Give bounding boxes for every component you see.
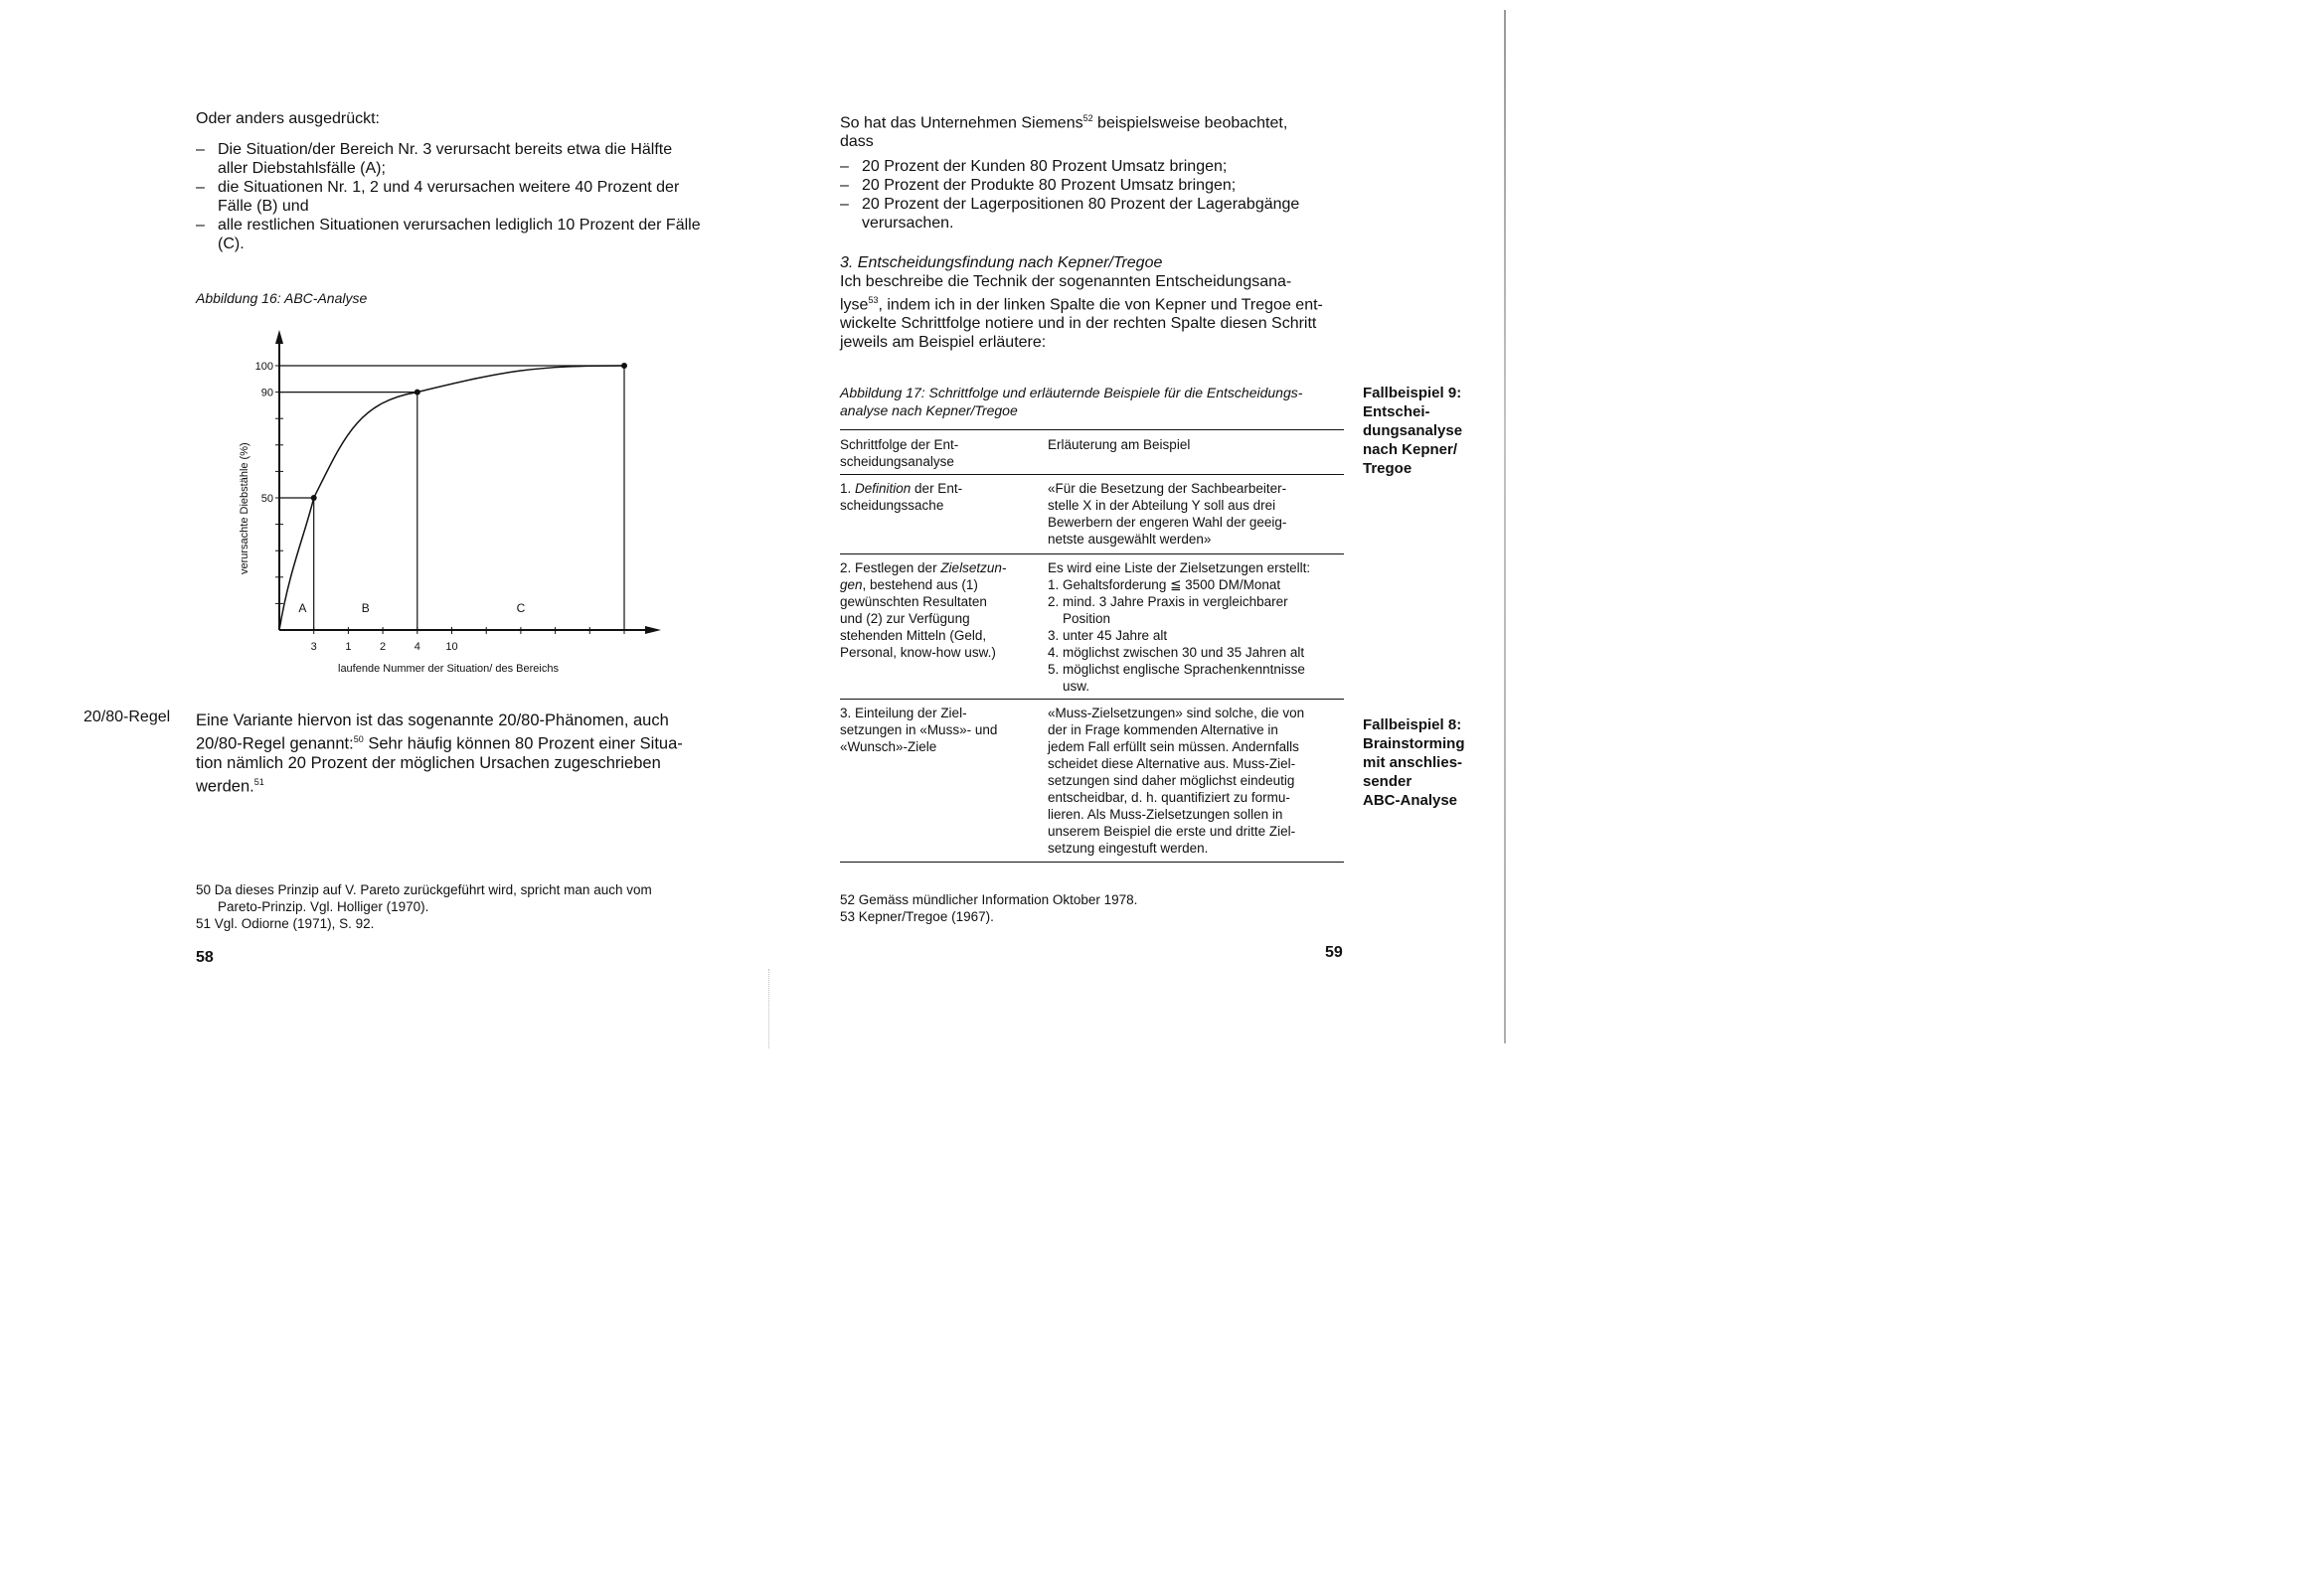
list-item: 2. mind. 3 Jahre Praxis in vergleichbarer Position xyxy=(1048,594,1288,626)
table-cell: «Muss-Zielsetzungen» sind solche, die von der in Frage kommenden Alternative in jedem Fall erfüllt sein müssen. Andernfalls scheidet diese Alternative aus. Muss-Ziel- setzungen sind daher möglichst eindeutig entscheidbar, d. h. quantifiziert zu formu- lieren. Als Muss-Zielsetzungen sollen in unserem Beispiel die erste und dritte Ziel- setzung eingestuft werden. xyxy=(1048,706,1305,856)
footnote: 50 Da dieses Prinzip auf V. Pareto zurückgeführt wird, spricht man auch vom xyxy=(196,882,652,897)
left-footnotes xyxy=(196,881,713,932)
table-cell: 2. Festlegen der Zielsetzun- gen, bestehend aus (1) gewünschten Resultaten und (2) zur Verfügung stehenden Mitteln (Geld, Personal, know-how usw.) xyxy=(840,560,1007,660)
table-row xyxy=(840,475,1344,553)
zone-label: C xyxy=(516,601,526,615)
y-axis-arrow xyxy=(275,330,283,344)
list-item: 5. möglichst englische Sprachenkenntnisse usw. xyxy=(1048,662,1305,694)
y-axis-label: verursachte Diebstähle (%) xyxy=(239,442,250,574)
guide-lines xyxy=(279,366,624,630)
footnote: 51 Vgl. Odiorne (1971), S. 92. xyxy=(196,916,375,931)
left-page xyxy=(0,0,779,1051)
table-cell: «Für die Besetzung der Sachbearbeiter- stelle X in der Abteilung Y soll aus drei Bewerbern der engeren Wahl der geeig- netste ausgewählt werden» xyxy=(1048,481,1287,547)
list-item: – 20 Prozent der Lagerpositionen 80 Prozent der Lagerabgänge verursachen. xyxy=(840,195,1347,233)
y-tick-label: 100 xyxy=(254,361,273,373)
x-tick-label: 1 xyxy=(345,641,352,653)
list-item: – 20 Prozent der Produkte 80 Prozent Umsatz bringen; xyxy=(840,176,1347,195)
left-intro: Oder anders ausgedrückt: xyxy=(196,110,380,127)
page-number-right: 59 xyxy=(1325,944,1343,961)
table-cell: Es wird eine Liste der Zielsetzungen erstellt: 1. Gehaltsforderung ≦ 3500 DM/Monat 2. mind. 3 Jahre Praxis in vergleichbarer Position 3. unter 45 Jahre alt 4. möglichst zwischen 30 und 35 Jahren alt 5. möglichst englische Sprachenkenntnisse usw. xyxy=(1048,559,1344,695)
right-bullet-list xyxy=(840,157,1347,233)
goal-list xyxy=(1048,576,1344,695)
paragraph-line: 20/80-Regel genannt:$^{50}$ Sehr häufig können 80 Prozent einer Situa- xyxy=(196,734,683,753)
paragraph-line: Eine Variante hiervon ist das sogenannte 20/80-Phänomen, auch xyxy=(196,711,669,729)
right-footnotes xyxy=(840,891,1137,925)
siemens-intro: So hat das Unternehmen Siemens$^{52}$ beispielsweise beobachtet, dass xyxy=(840,113,1288,151)
table-header-cell: Schrittfolge der Ent- scheidungsanalyse xyxy=(840,437,959,469)
x-tick-label: 3 xyxy=(310,641,317,653)
figure-caption: Abbildung 16: ABC-Analyse xyxy=(196,290,368,306)
page-number-left: 58 xyxy=(196,949,214,966)
x-tick-label: 10 xyxy=(445,641,458,653)
margin-label-20-80: 20/80-Regel xyxy=(83,709,171,725)
list-item: – 20 Prozent der Kunden 80 Prozent Umsatz bringen; xyxy=(840,157,1347,176)
y-tick-label: 90 xyxy=(260,387,273,399)
paragraph-line: tion nämlich 20 Prozent der möglichen Ursachen zugeschrieben xyxy=(196,753,661,772)
x-tick-label: 2 xyxy=(380,641,387,653)
data-point xyxy=(311,495,317,501)
x-tick-label: 4 xyxy=(414,641,420,653)
list-item: – die Situationen Nr. 1, 2 und 4 verursachen weitere 40 Prozent der Fälle (B) und xyxy=(196,178,705,216)
table-row xyxy=(840,554,1344,699)
pareto-paragraph xyxy=(196,711,713,796)
zone-label: A xyxy=(298,601,307,615)
zone-label: B xyxy=(361,601,370,615)
margin-label-case-8: Fallbeispiel 8: Brainstorming mit anschlies- sender ABC-Analyse xyxy=(1363,716,1465,809)
data-point xyxy=(621,363,627,369)
left-bullet-list xyxy=(196,140,705,253)
list-item: 4. möglichst zwischen 30 und 35 Jahren alt xyxy=(1048,645,1305,660)
table-cell: 1. Definition der Ent- scheidungssache xyxy=(840,481,963,513)
curve-points xyxy=(311,363,627,501)
kepner-tregoe-table xyxy=(840,429,1344,863)
abc-analysis-chart xyxy=(224,326,681,684)
margin-label-case-9: Fallbeispiel 9: Entschei- dungsanalyse nach Kepner/ Tregoe xyxy=(1363,385,1463,477)
y-tick-label: 50 xyxy=(260,493,273,505)
figure-caption-17: Abbildung 17: Schrittfolge und erläuternde Beispiele für die Entscheidungs- analyse nach Kepner/Tregoe xyxy=(840,385,1303,418)
right-page xyxy=(779,0,1559,1051)
table-cell: 3. Einteilung der Ziel- setzungen in «Muss»- und «Wunsch»-Ziele xyxy=(840,706,998,754)
table-header-cell: Erläuterung am Beispiel xyxy=(1048,437,1191,452)
zone-labels xyxy=(298,601,525,615)
list-item: 1. Gehaltsforderung ≦ 3500 DM/Monat xyxy=(1048,577,1281,592)
x-axis-arrow xyxy=(645,626,661,634)
list-item: – Die Situation/der Bereich Nr. 3 verursacht bereits etwa die Hälfte aller Diebstahlsfälle (A); xyxy=(196,140,705,178)
table-row xyxy=(840,700,1344,862)
table-header-row xyxy=(840,430,1344,474)
section-heading: 3. Entscheidungsfindung nach Kepner/Tregoe xyxy=(840,254,1163,271)
list-item: – alle restlichen Situationen verursachen lediglich 10 Prozent der Fälle (C). xyxy=(196,216,705,253)
x-axis-label: laufende Nummer der Situation/ des Bereichs xyxy=(338,663,559,675)
cumulative-curve xyxy=(279,366,624,630)
footnote: 53 Kepner/Tregoe (1967). xyxy=(840,909,994,924)
footnote: 52 Gemäss mündlicher Information Oktober 1978. xyxy=(840,892,1138,907)
footnote-continuation: Pareto-Prinzip. Vgl. Holliger (1970). xyxy=(218,899,429,914)
list-item: 3. unter 45 Jahre alt xyxy=(1048,628,1168,643)
data-point xyxy=(415,390,420,395)
paragraph-line: werden.$^{51}$ xyxy=(196,776,264,795)
section-kepner-tregoe: 3. Entscheidungsfindung nach Kepner/Tregoe Ich beschreibe die Technik der sogenannten Entscheidungsana- lyse$^{53}$, indem ich in der linken Spalte die von Kepner und Tregoe ent- wickelte Schrittfolge notiere und in der rechten Spalte diesen Schritt jeweils am Beispiel erläutere: xyxy=(840,253,1347,352)
